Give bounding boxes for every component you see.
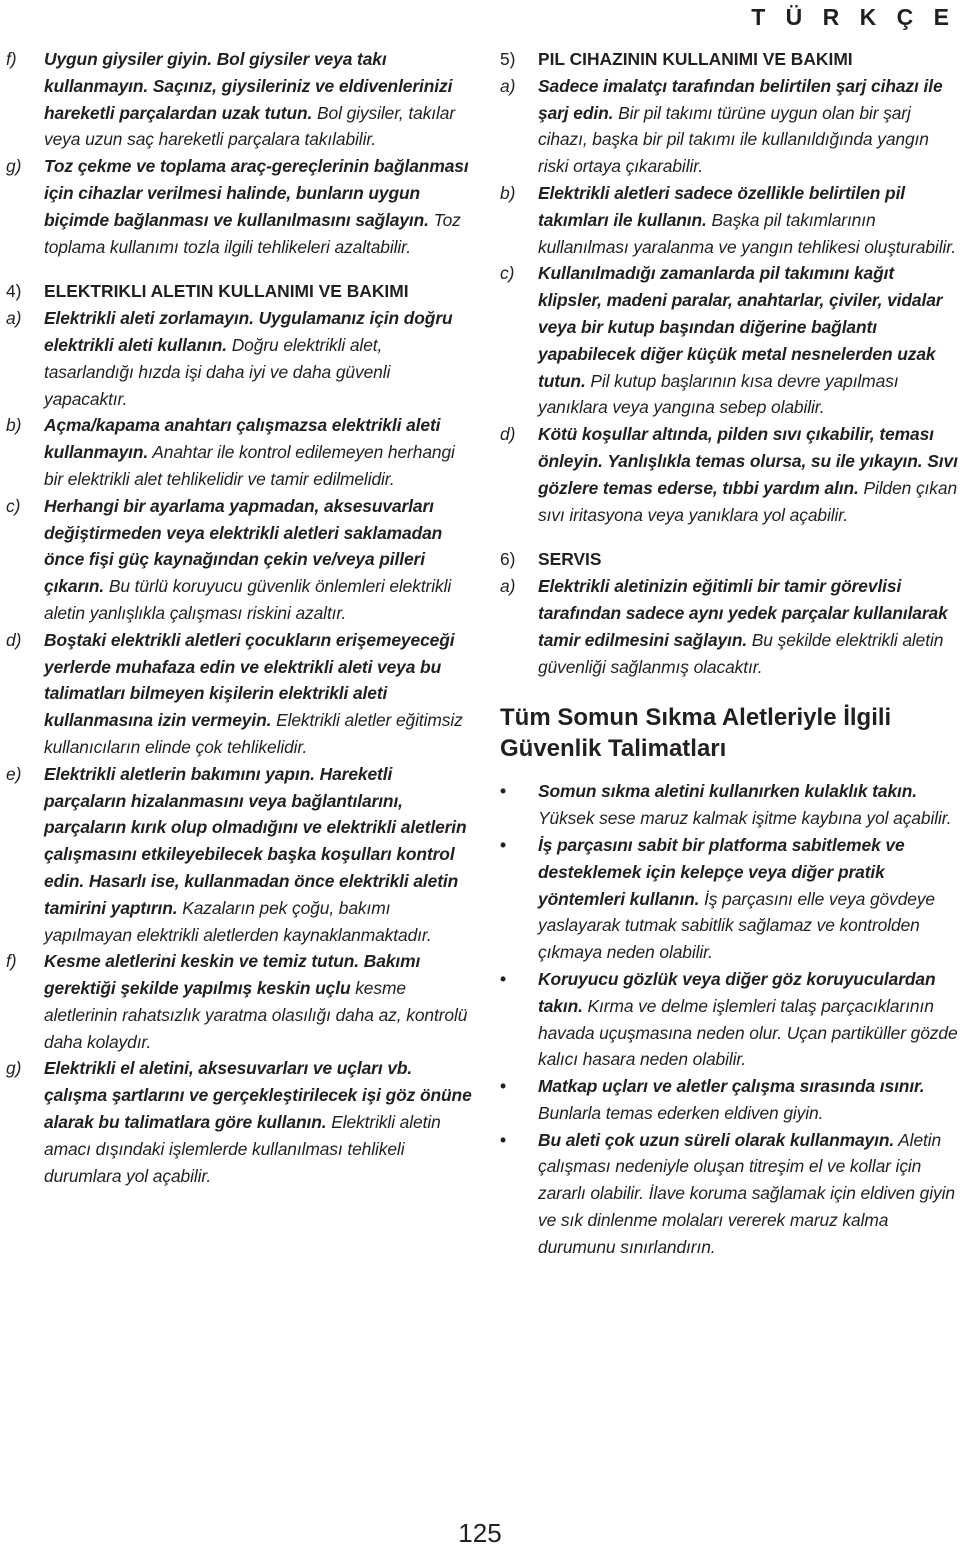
list-item: g) Elektrikli el aletini, aksesuvarları ve uçları vb. çalışma şartlarını ve gerçekleştirilecek işi göz önüne alarak bu talimatlara göre kullanın. Elektrikli aletin amacı dışındaki işlemlerde kullanılması tehlikeli durumlara yol açabilir.	[6, 1058, 472, 1186]
list-item: c) Herhangi bir ayarlama yapmadan, aksesuvarları değiştirmeden veya elektrikli aletleri saklamadan önce fişi güç kaynağından çekin ve/veya pilleri çıkarın. Bu türlü koruyucu güvenlik önlemleri elektrikli aletin yanlışlıkla çalışması riskini azaltır.	[6, 495, 452, 623]
list-item: f) Kesme aletlerini keskin ve temiz tutun. Bakımı gerektiği şekilde yapılmış keskin uçlu kesme aletlerinin rahatsızlık yaratma olasılığı daha az, kontrolü daha kolaydır.	[6, 951, 468, 1052]
section-heading: 4) ELEKTRIKLI ALETIN KULLANIMI VE BAKIMI	[6, 281, 409, 302]
bullet-item: • İş parçasını sabit bir platforma sabitlemek ve desteklemek için kelepçe veya diğer pratik yöntemleri kullanın. İş parçasını elle veya gövdeye yaslayarak tutmak sabitlik sağlamaz ve kontrolden çıkmaya neden olabilir.	[500, 834, 936, 963]
list-item: e) Elektrikli aletlerin bakımını yapın. Hareketli parçaların hizalanmasını veya bağlantılarını, parçaların kırık olup olmadığını ve elektrikli aletlerin çalışmasını etkileyebilecek başka koşulları kontrol edin. Hasarlı ise, kullanmadan önce elektrikli aletin tamirini yaptırın. Kazaların pek çoğu, bakımı yapılmayan elektrikli aletlerden kaynaklanmaktadır.	[6, 763, 467, 945]
language-label: T Ü R K Ç E	[751, 4, 956, 30]
list-item: g) Toz çekme ve toplama araç-gereçlerinin bağlanması için cihazlar verilmesi halinde, bunların uygun biçimde bağlanması ve kullanılmasını sağlayın. Toz toplama kullanımı tozla ilgili tehlikeleri azaltabilir.	[6, 156, 469, 257]
page-number: 125	[458, 1518, 502, 1548]
list-item: a) Elektrikli aletinizin eğitimli bir tamir görevlisi tarafından sadece aynı yedek parçalar kullanılarak tamir edilmesini sağlayın. Bu şekilde elektrikli aletin güvenliği sağlanmış olacaktır.	[500, 576, 948, 677]
list-item: d) Kötü koşullar altında, pilden sıvı çıkabilir, teması önleyin. Yanlışlıkla temas olursa, su ile yıkayın. Sıvı gözlere temas ederse, tıbbi yardım alın. Pilden çıkan sıvı iritasyona veya yanıklara yol açabilir.	[500, 424, 958, 525]
list-item: c) Kullanılmadığı zamanlarda pil takımını kağıt klipsler, madeni paralar, anahtarlar, çiviler, vidalar veya bir kutup başından diğerine bağlantı yapabilecek diğer küçük metal nesnelerden uzak tutun. Pil kutup başlarının kısa devre yapılması yanıklara veya yangına sebep olabilir.	[500, 263, 943, 418]
bullet-item: • Bu aleti çok uzun süreli olarak kullanmayın. Aletin çalışması nedeniyle oluşan titreşim el ve kollar için zararlı olabilir. İlave koruma sağlamak için eldiven giyin ve sık dinlenme molaları vererek maruz kalma durumunu sınırlandırın.	[500, 1129, 955, 1257]
section-heading: 5) PIL CIHAZININ KULLANIMI VE BAKIMI	[500, 49, 853, 69]
list-item: d) Boştaki elektrikli aletleri çocukların erişemeyeceği yerlerde muhafaza edin ve elektrikli aleti veya bu talimatları bilmeyen kişilerin elektrikli aleti kullanmasına izin vermeyin. Elektrikli aletler eğitimsiz kullanıcıların elinde çok tehlikelidir.	[6, 629, 463, 757]
list-item: a) Sadece imalatçı tarafından belirtilen şarj cihazı ile şarj edin. Bir pil takımı türüne uygun olan bir şarj cihazı, başka bir pil takımı ile kullanıldığında yangın riski ortaya çıkarabilir.	[500, 75, 943, 177]
section-heading: 6) SERVIS	[500, 549, 602, 570]
list-item: a) Elektrikli aleti zorlamayın. Uygulamanız için doğru elektrikli aleti kullanın. Doğru elektrikli alet, tasarlandığı hızda işi daha iyi ve daha güvenli yapacaktır.	[6, 308, 453, 409]
left-column	[6, 46, 472, 1189]
list-item: b) Elektrikli aletleri sadece özellikle belirtilen pil takımları ile kullanın. Başka pil takımlarının kullanılması yaralanma ve yangın tehlikesi oluşturabilir.	[500, 182, 956, 257]
page-title: Tüm Somun Sıkma Aletleriyle İlgili Güvenlik Talimatları	[500, 704, 892, 763]
list-item: f) Uygun giysiler giyin. Bol giysiler veya takı kullanmayın. Saçınız, giysileriniz ve eldivenlerinizi hareketli parçalardan uzak tutun. Bol giysiler, takılar veya uzun saç hareketli parçalara takılabilir.	[6, 49, 456, 150]
bullet-item: • Matkap uçları ve aletler çalışma sırasında ısınır. Bunlarla temas ederken eldiven giyin.	[500, 1076, 925, 1123]
right-column	[500, 46, 958, 1261]
list-item: b) Açma/kapama anahtarı çalışmazsa elektrikli aleti kullanmayın. Anahtar ile kontrol edilemeyen herhangi bir elektrikli alet tehlikelidir ve tamir edilmelidir.	[6, 415, 455, 489]
bullet-item: • Koruyucu gözlük veya diğer göz koruyuculardan takın. Kırma ve delme işlemleri talaş parçacıklarının havada uçuşmasına neden olur. Uçan partiküller gözde kalıcı hasara neden olabilir.	[500, 968, 958, 1070]
bullet-item: • Somun sıkma aletini kullanırken kulaklık takın. Yüksek sese maruz kalmak işitme kaybına yol açabilir.	[500, 781, 952, 829]
